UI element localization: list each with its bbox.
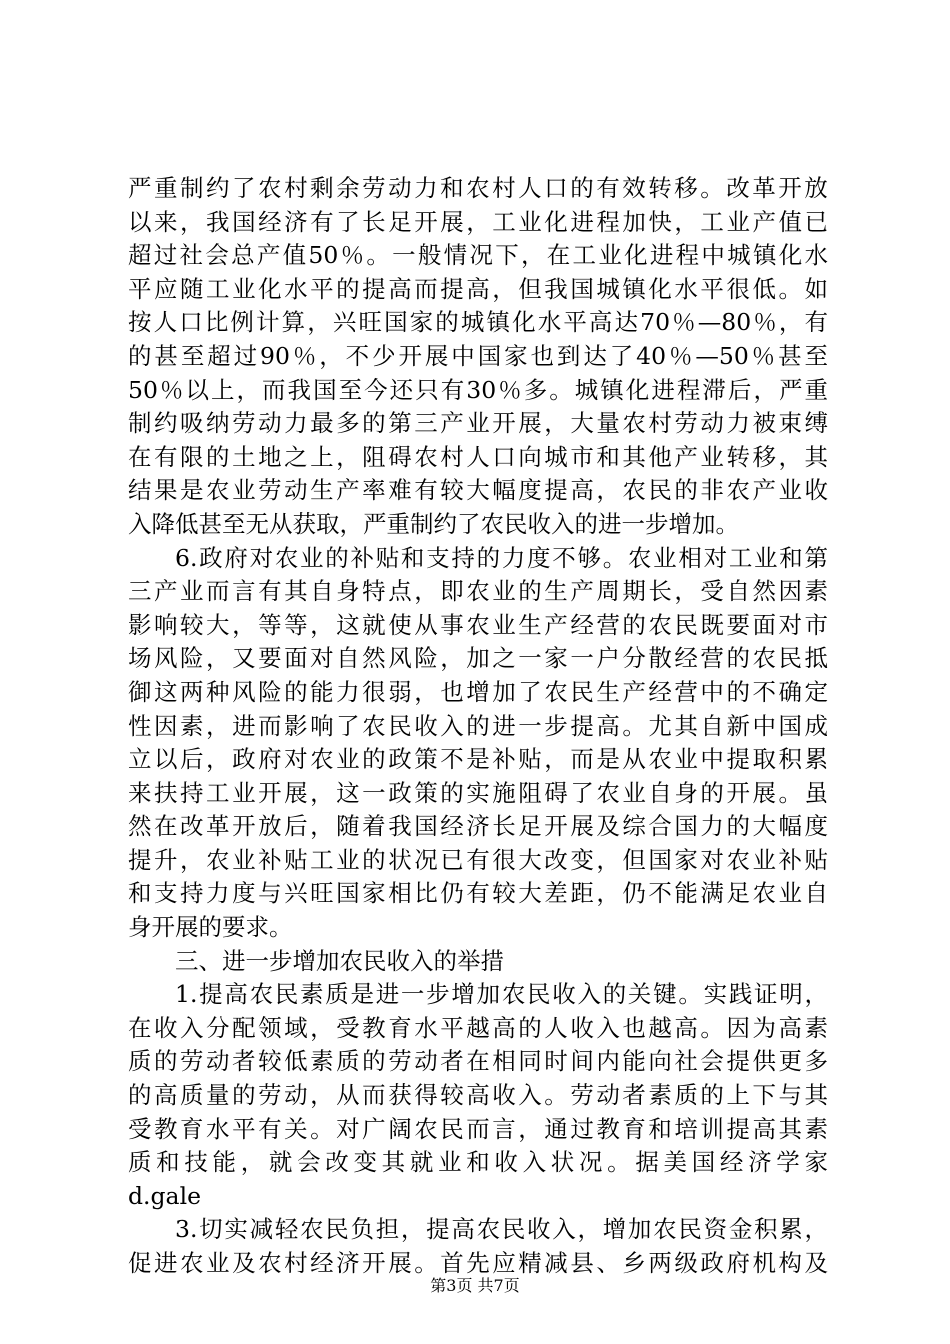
text-line: 的高质量的劳动，从而获得较高收入。劳动者素质的上下与其 — [128, 1081, 828, 1110]
text-line: 和支持力度与兴旺国家相比仍有较大差距，仍不能满足农业自 — [128, 879, 828, 908]
text-line: 以来，我国经济有了长足开展，工业化进程加快，工业产值已 — [128, 207, 828, 236]
paragraph — [128, 978, 828, 1213]
text-line: 超过社会总产值50％。一般情况下，在工业化进程中城镇化水 — [128, 241, 828, 270]
text-line: 促进农业及农村经济开展。首先应精减县、乡两级政府机构及 — [128, 1249, 828, 1277]
text-line: 1.提高农民素质是进一步增加农民收入的关键。实践证明， — [175, 980, 828, 1009]
text-line: 在收入分配领域，受教育水平越高的人收入也越高。因为高素 — [128, 1013, 828, 1042]
text-line: 入降低甚至无从获取，严重制约了农民收入的进一步增加。 — [128, 509, 739, 538]
text-line: 三产业而言有其自身特点，即农业的生产周期长，受自然因素 — [128, 577, 828, 606]
text-line: 立以后，政府对农业的政策不是补贴，而是从农业中提取积累 — [128, 745, 828, 774]
text-line: 6.政府对农业的补贴和支持的力度不够。农业相对工业和第 — [175, 543, 828, 572]
text-line: 3.切实减轻农民负担，提高农民收入，增加农民资金积累， — [175, 1215, 828, 1244]
text-line: 来扶持工业开展，这一政策的实施阻碍了农业自身的开展。虽 — [128, 778, 828, 807]
text-line: 按人口比例计算，兴旺国家的城镇化水平高达70％—80％，有 — [128, 308, 828, 337]
text-line: 提升，农业补贴工业的状况已有很大改变，但国家对农业补贴 — [128, 845, 828, 874]
text-line: 的甚至超过90％，不少开展中国家也到达了40％—50％甚至 — [128, 341, 828, 370]
section-heading — [128, 945, 828, 979]
paragraph — [128, 172, 828, 542]
text-line: 然在改革开放后，随着我国经济长足开展及综合国力的大幅度 — [128, 812, 828, 841]
text-line: 50％以上，而我国至今还只有30％多。城镇化进程滞后，严重 — [128, 375, 828, 404]
text-line: d.gale — [128, 1181, 201, 1210]
text-line: 严重制约了农村剩余劳动力和农村人口的有效转移。改革开放 — [128, 174, 828, 202]
text-line: 质的劳动者较低素质的劳动者在相同时间内能向社会提供更多 — [128, 1047, 828, 1076]
text-line: 场风险，又要面对自然风险，加之一家一户分散经营的农民抵 — [128, 644, 828, 673]
page-number-footer: 第3页 共7页 — [430, 1276, 520, 1295]
text-line: 质和技能，就会改变其就业和收入状况。据美国经济学家 — [128, 1148, 828, 1177]
text-line: 影响较大，等等，这就使从事农业生产经营的农民既要面对市 — [128, 610, 828, 639]
paragraph — [128, 542, 828, 945]
text-line: 制约吸纳劳动力最多的第三产业开展，大量农村劳动力被束缚 — [128, 409, 828, 438]
text-line: 在有限的土地之上，阻碍农村人口向城市和其他产业转移，其 — [128, 442, 828, 471]
text-line: 性因素，进而影响了农民收入的进一步提高。尤其自新中国成 — [128, 711, 828, 740]
paragraph — [128, 1213, 828, 1280]
text-line: 结果是农业劳动生产率难有较大幅度提高，农民的非农产业收 — [128, 476, 828, 505]
document-body — [128, 172, 828, 1281]
text-line: 平应随工业化水平的提高而提高，但我国城镇化水平很低。如 — [128, 274, 828, 303]
text-line: 御这两种风险的能力很弱，也增加了农民生产经营中的不确定 — [128, 677, 828, 706]
text-line: 三、进一步增加农民收入的举措 — [175, 946, 504, 975]
text-line: 身开展的要求。 — [128, 913, 293, 942]
text-line: 受教育水平有关。对广阔农民而言，通过教育和培训提高其素 — [128, 1114, 828, 1143]
